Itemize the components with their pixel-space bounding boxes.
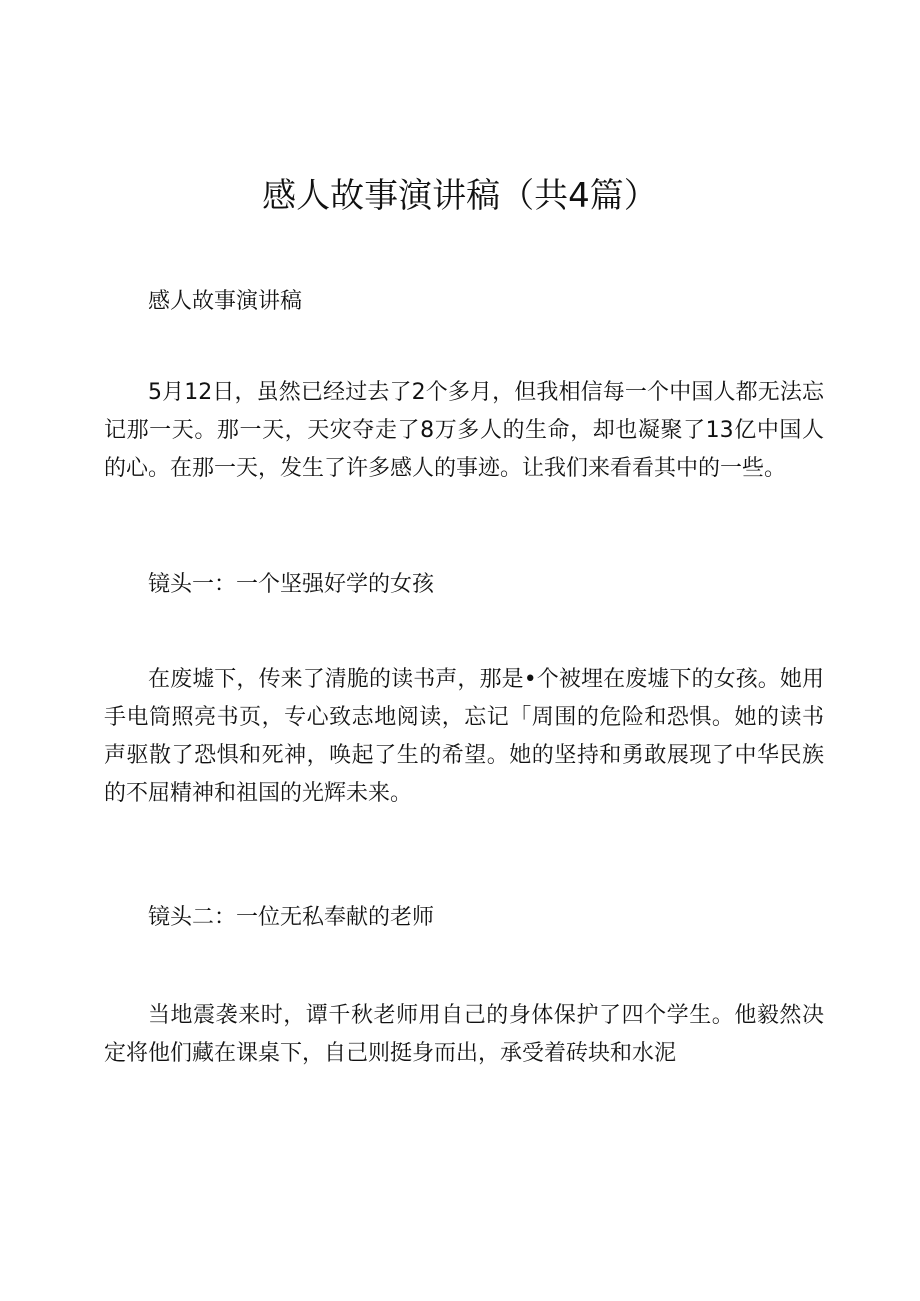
- document-title: 感人故事演讲稿（共4篇）: [262, 176, 658, 216]
- scene-two-heading: 镜头二：一位无私奉献的老师: [148, 905, 435, 930]
- scene-one-heading: 镜头一：一个坚强好学的女孩: [148, 572, 435, 597]
- section-subtitle: 感人故事演讲稿: [148, 289, 303, 314]
- scene-two-paragraph: 当地震袭来时，谭千秋老师用自己的身体保护了四个学生。他毅然决定将他们藏在课桌下，自己则挺身而出，承受着砖块和水泥: [104, 1003, 824, 1066]
- intro-paragraph: 5月12日，虽然已经过去了2个多月，但我相信每一个中国人都无法忘记那一天。那一天，天灾夺走了8万多人的生命，却也凝聚了13亿中国人的心。在那一天，发生了许多感人的事迹。让我们来看看其中的一些。: [104, 380, 824, 481]
- scene-one-paragraph: 在废墟下，传来了清脆的读书声，那是•个被埋在废墟下的女孩。她用手电筒照亮书页，专心致志地阅读，忘记「周围的危险和恐惧。她的读书声驱散了恐惧和死神，唤起了生的希望。她的坚持和勇敢展现了中华民族的不屈精神和祖国的光辉未来。: [104, 667, 824, 806]
